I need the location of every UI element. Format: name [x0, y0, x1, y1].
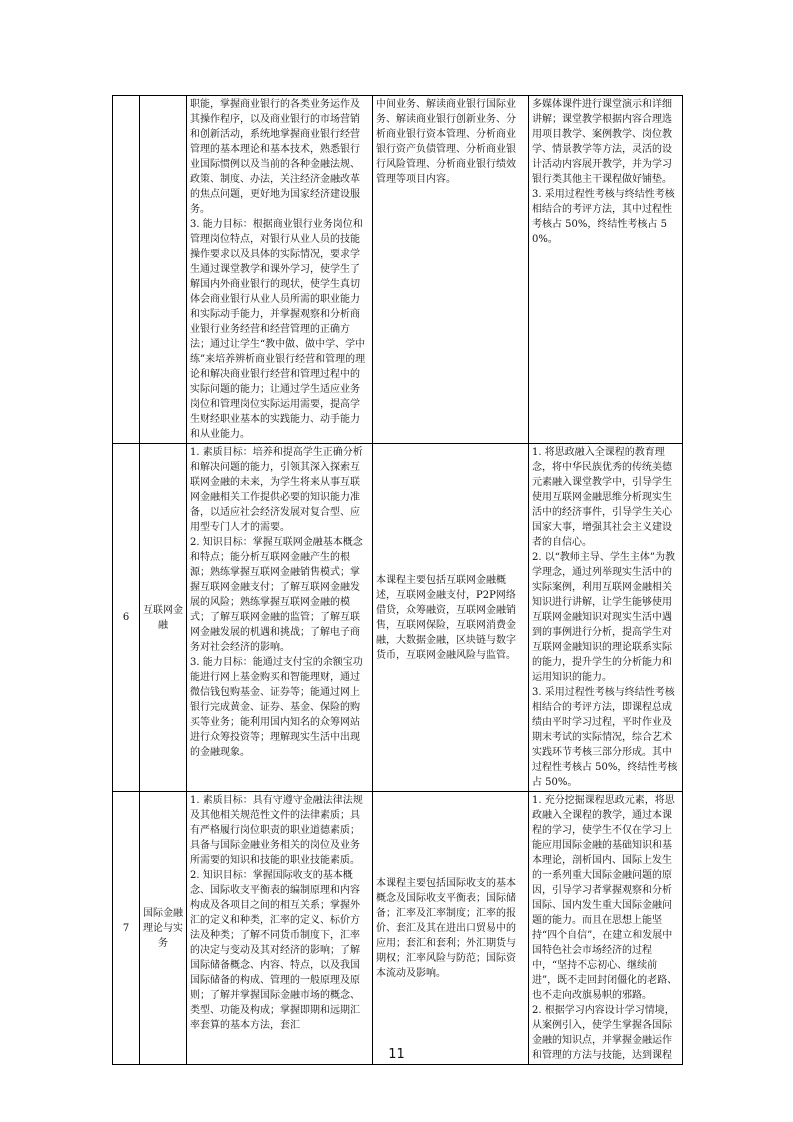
table-row — [113, 444, 683, 792]
course-requirements — [529, 792, 683, 1065]
course-objectives — [187, 96, 373, 444]
requirement-paragraph: 1. 充分挖掘课程思政元素，将思政融入全课程的教学，通过本课程的学习，使学生不仅在学习上能应用国际金融的基础知识和基本理论，剖析国内、国际上发生的一系列重大国际金融问题的原因，引导学习者掌握观察和分析国际、国内发生重大国际金融问题的能力。而且在思想上能坚持“四个自信”，在建立和发展中国特色社会市场经济的过程中，“坚持不忘初心、继续前进”，既不走回封闭僵化的老路、也不走向改旗易帜的邪路。 — [532, 795, 678, 1001]
course-index: 6 — [113, 444, 140, 792]
requirement-paragraph: 3. 采用过程性考核与终结性考核相结合的考评方法，即课程总成绩由平时学习过程，平时作业及期末考试的实际情况，综合艺术实践环节考核三部分形成。其中过程性考核占 50%，终结性考核占 50%。 — [532, 687, 678, 788]
objective-paragraph: 3. 能力目标：根据商业银行业务岗位和管理岗位特点，对银行从业人员的技能操作要求以及具体的实际情况，要求学生通过课堂教学和课外学习，使学生了解国内外商业银行的现状，使学生真切体会商业银行从业人员所需的职业能力和实际动手能力，并掌握观察和分析商业银行业务经营和经营管理的正确方法；通过让学生“教中做、做中学、学中练”来培养辨析商业银行经营和管理的理论和解决商业银行经营和管理过程中的实际问题的能力；让通过学生适应业务岗位和管理岗位实际运用需要，提高学生财经职业基本的实践能力、动手能力和从业能力。 — [190, 219, 366, 440]
course-name: 互联网金融 — [140, 444, 187, 792]
objective-paragraph: 职能，掌握商业银行的各类业务运作及其操作程序，以及商业银行的市场营销和创新活动，系统地掌握商业银行经营管理的基本理论和基本技术，熟悉银行业国际惯例以及当前的各种金融法规、政策、制度、办法，关注经济金融改革的焦点问题，更好地为国家经济建设服务。 — [190, 99, 360, 215]
requirement-paragraph: 1. 将思政融入全课程的教育理念，将中华民族优秀的传统美德元素融入课堂教学中，引导学生使用互联网金融思维分析现实生活中的经济事件，引导学生关心国家大事，增强其社会主义建设者的自信心。 — [532, 447, 672, 548]
course-requirements — [529, 444, 683, 792]
course-content: 本课程主要包括国际收支的基本概念及国际收支平衡表；国际储备；汇率及汇率制度；汇率的报价、套汇及其在进出口贸易中的应用；套汇和套利；外汇期货与期权；汇率风险与防范；国际资本流动及影响。 — [373, 792, 529, 1065]
objective-paragraph: 1. 素质目标：具有守遵守金融法律法规及其他相关规范性文件的法律素质；具有严格履行岗位职责的职业道德素质；具备与国际金融业务相关的岗位及业务所需要的知识和技能的职业技能素质。 — [190, 795, 363, 866]
course-index — [113, 96, 140, 444]
page-number: 11 — [388, 1047, 405, 1062]
requirement-paragraph: 3. 采用过程性考核与终结性考核相结合的考评方法，其中过程性考核占 50%，终结性考核占 50%。 — [532, 189, 675, 245]
objective-paragraph: 2. 知识目标：掌握国际收支的基本概念、国际收支平衡表的编制原理和内容构成及各项目之间的相互关系；掌握外汇的定义和种类，汇率的定义、标价方法及种类；了解不同货币制度下，汇率的决定与变动及其对经济的影响；了解国际储备概念、内容、特点，以及我国国际储备的构成、管理的一般原理及原则；了解并掌握国际金融市场的概念、类型、功能及构成；掌握即期和远期汇率套算的基本方法，套汇 — [190, 870, 360, 1031]
requirement-paragraph: 2. 根据学习内容设计学习情境，从案例引入，使学生掌握各国际金融的知识点，并掌握金融运作和管理的方法与技能，达到课程 — [532, 1005, 675, 1061]
course-name — [140, 96, 187, 444]
course-table — [112, 95, 683, 1065]
objective-paragraph: 3. 能力目标：能通过支付宝的余额宝功能进行网上基金购买和智能理财，通过微信钱包购基金、证券等；能通过网上银行完成黄金、证券、基金、保险的购买等业务；能利用国内知名的众筹网站进行众筹投资等；理解现实生活中出现的金融现象。 — [190, 657, 363, 758]
course-index: 7 — [113, 792, 140, 1065]
course-name: 国际金融理论与实务 — [140, 792, 187, 1065]
course-content: 中间业务、解读商业银行国际业务、解读商业银行创新业务、分析商业银行资本管理、分析商业银行资产负债管理、分析商业银行风险管理、分析商业银行绩效管理等项目内容。 — [373, 96, 529, 444]
requirement-paragraph: 多媒体课件进行课堂演示和详细讲解；课堂教学根据内容合理选用项目教学、案例教学、岗位教学、情景教学等方法，灵活的设计活动内容展开教学，并为学习银行类其他主干课程做好铺垫。 — [532, 99, 672, 185]
table-row — [113, 792, 683, 1065]
course-objectives — [187, 444, 373, 792]
objective-paragraph: 2. 知识目标：掌握互联网金融基本概念和特点；能分析互联网金融产生的根源；熟练掌握互联网金融销售模式；掌握互联网金融支付；了解互联网金融发展的风险；熟练掌握互联网金融的模式；了解互联网金融的监管；了解互联网金融发展的机遇和挑战；了解电子商务对社会经济的影响。 — [190, 537, 363, 653]
course-content: 本课程主要包括互联网金融概述，互联网金融支付，P2P网络借贷，众筹融资，互联网金融销售，互联网保险，互联网消费金融，大数据金融，区块链与数字货币，互联网金融风险与监管。 — [373, 444, 529, 792]
objective-paragraph: 1. 素质目标：培养和提高学生正确分析和解决问题的能力，引领其深入探索互联网金融的未来，为学生将来从事互联网金融相关工作提供必要的知识能力准备，以适应社会经济发展对复合型、应用型专门人才的需要。 — [190, 447, 363, 533]
requirement-paragraph: 2. 以“教师主导、学生主体”为教学理念，通过列举现实生活中的实际案例，利用互联网金融相关知识进行讲解，让学生能够使用互联网金融知识对现实生活中遇到的事例进行分析，提高学生对互联网金融知识的理论联系实际的能力，提升学生的分析能力和运用知识的能力。 — [532, 552, 675, 683]
table-row — [113, 96, 683, 444]
course-objectives — [187, 792, 373, 1065]
course-requirements — [529, 96, 683, 444]
